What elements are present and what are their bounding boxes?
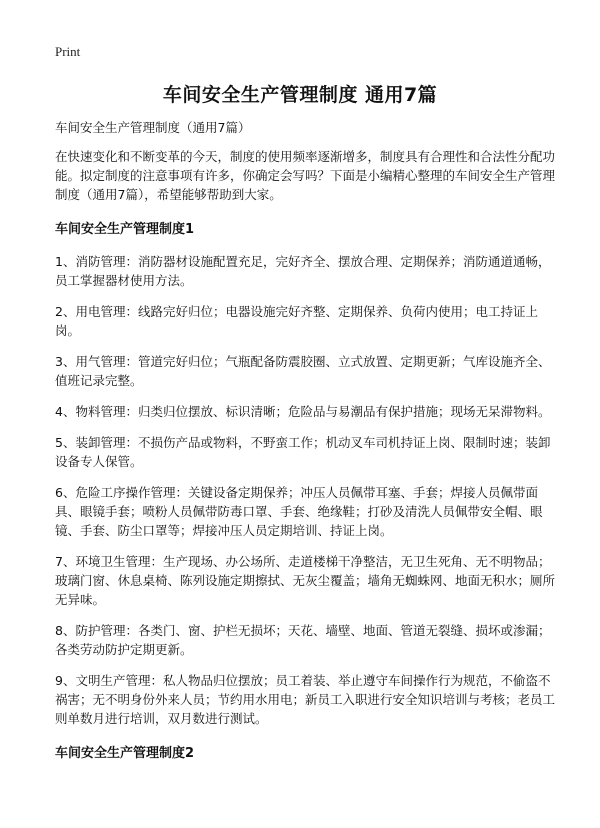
- print-link[interactable]: Print: [55, 44, 81, 59]
- list-item: 9、文明生产管理：私人物品归位摆放；员工着装、举止遵守车间操作行为规范，不偷盗不祸害；无不明身份外来人员；节约用水用电；新员工入职进行安全知识培训与考核；老员工则单数月进行培训，双月数进行测试。: [55, 673, 556, 726]
- intro-paragraph: 在快速变化和不断变革的今天，制度的使用频率逐渐增多，制度具有合理性和合法性分配功能。拟定制度的注意事项有许多，你确定会写吗？下面是小编精心整理的车间安全生产管理制度（通用7篇），希望能够帮助到大家。: [55, 149, 556, 202]
- list-item: 6、危险工序操作管理：关键设备定期保养；冲压人员佩带耳塞、手套；焊接人员佩带面具、眼镜手套；喷粉人员佩带防毒口罩、手套、绝缘鞋；打砂及清洗人员佩带安全帽、眼镜、手套、防尘口罩等；焊接冲压人员定期培训、持证上岗。: [55, 485, 543, 538]
- list-item: 4、物料管理：归类归位摆放、标识清晰；危险品与易潮品有保护措施；现场无呆滞物料。: [55, 404, 551, 419]
- list-item: 8、防护管理：各类门、窗、护栏无损坏；天花、墙壁、地面、管道无裂缝、损坏或渗漏；各类劳动防护定期更新。: [55, 623, 551, 657]
- list-item: 1、消防管理：消防器材设施配置充足，完好齐全、摆放合理、定期保养；消防通道通畅，员工掌握器材使用方法。: [55, 254, 551, 288]
- list-item: 7、环境卫生管理：生产现场、办公场所、走道楼梯干净整洁，无卫生死角、无不明物品；玻璃门窗、休息桌椅、陈列设施定期擦拭、无灰尘覆盖；墙角无蜘蛛网、地面无积水；厕所无异味。: [55, 554, 556, 607]
- page-title: 车间安全生产管理制度 通用7篇: [162, 84, 438, 106]
- list-item: 2、用电管理：线路完好归位；电器设施完好齐整、定期保养、负荷内使用；电工持证上岗。: [55, 304, 538, 338]
- document-subtitle: 车间安全生产管理制度（通用7篇）: [55, 120, 251, 135]
- list-item: 3、用气管理：管道完好归位；气瓶配备防震胶圈、立式放置、定期更新；气库设施齐全、值班记录完整。: [55, 354, 551, 388]
- section-heading-1: 车间安全生产管理制度1: [55, 222, 195, 237]
- list-item: 5、装卸管理：不损伤产品或物料，不野蛮工作；机动叉车司机持证上岗、限制时速；装卸设备专人保管。: [55, 435, 551, 469]
- section-heading-2: 车间安全生产管理制度2: [55, 746, 195, 761]
- document-body: [55, 118, 555, 776]
